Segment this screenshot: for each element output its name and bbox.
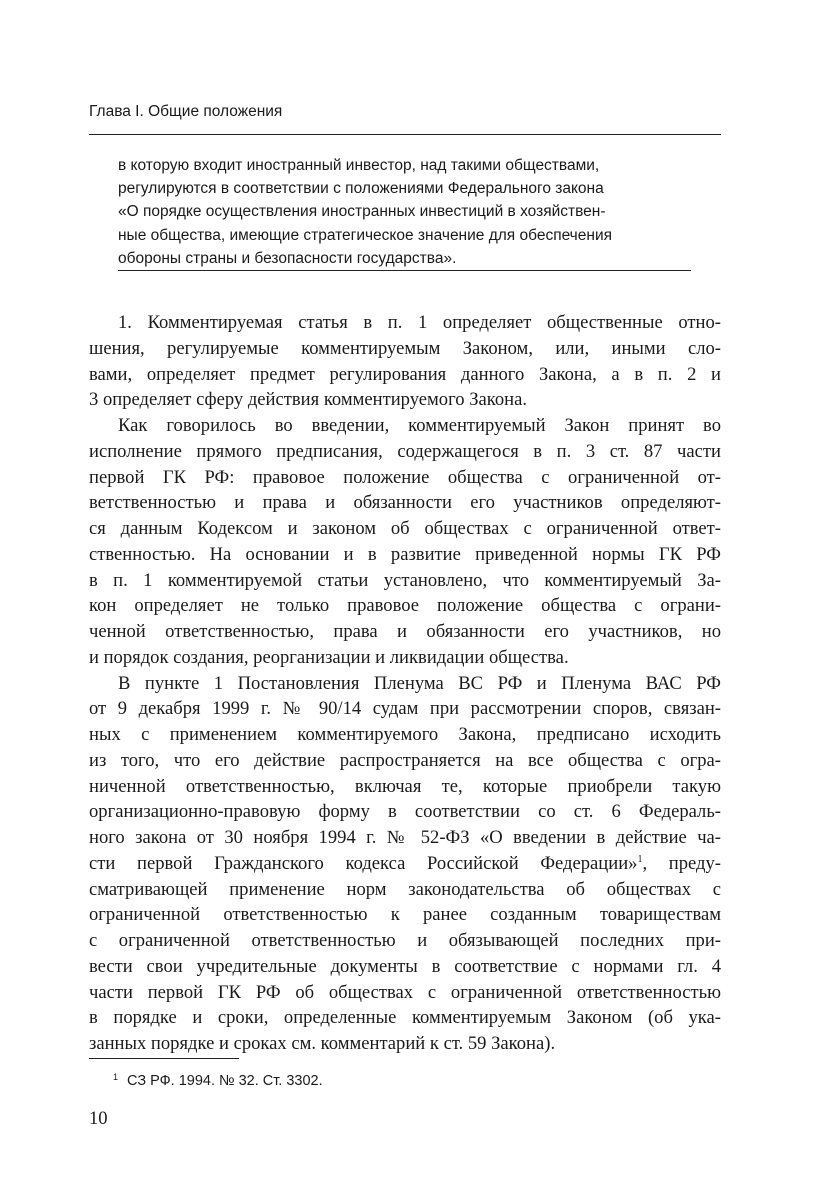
body-line: ных с применением комментируемого Закона, предписано исходить [89, 724, 721, 745]
body-line: организационно-правовую форму в соответствии со ст. 6 Федераль- [89, 801, 721, 823]
body-line: занных порядке и сроках см. комментарий к ст. 59 Закона). [89, 1033, 556, 1054]
body-line: в п. 1 комментируемой статьи установлено, что комментируемый За- [89, 569, 721, 591]
quote-line: в которую входит иностранный инвестор, над такими обществами, [118, 157, 600, 174]
body-line: ственностью. На основании и в развитие приведенной нормы ГК РФ [89, 543, 721, 565]
body-line: первой ГК РФ: правовое положение общества с ограниченной от- [89, 466, 721, 488]
footnote-divider [89, 1058, 239, 1059]
quote-divider [118, 270, 691, 271]
body-line-text: сти первой Гражданского кодекса Российской Федерации» [89, 852, 638, 874]
body-line: ниченной ответственностью, включая те, которые приобрели такую [89, 775, 721, 797]
body-line: ного закона от 30 ноября 1994 г. № 52-ФЗ «О введении в действие ча- [89, 827, 721, 848]
body-line: ченной ответственностью, права и обязанности его участников, но [89, 621, 721, 642]
footnote-text: СЗ РФ. 1994. № 32. Ст. 3302. [127, 1073, 323, 1089]
body-line: и порядок создания, реорганизации и ликвидации общества. [89, 646, 569, 668]
commentary-body [89, 310, 721, 1057]
body-line: с ограниченной ответственностью и обязывающей последних при- [89, 930, 721, 951]
body-line: Как говорилось во введении, комментируемый Закон принят во [118, 415, 721, 436]
body-line-with-footnote-ref [89, 851, 721, 877]
body-line: ветственностью и права и обязанности его участников определяют- [89, 492, 721, 514]
body-line: 3 определяет сферу действия комментируемого Закона. [89, 389, 527, 411]
body-line: в порядке и сроки, определенные комментируемым Законом (об ука- [89, 1007, 721, 1029]
body-line: 1. Комментируемая статья в п. 1 определяет общественные отно- [118, 312, 721, 333]
body-line: исполнение прямого предписания, содержащегося в п. 3 ст. 87 части [89, 440, 721, 462]
body-line: от 9 декабря 1999 г. № 90/14 судам при рассмотрении споров, связан- [89, 698, 721, 720]
footnote [113, 1072, 323, 1090]
body-line: В пункте 1 Постановления Пленума ВС РФ и Пленума ВАС РФ [118, 672, 721, 694]
quote-line: «О порядке осуществления иностранных инвестиций в хозяйствен- [118, 203, 606, 221]
body-line: вами, определяет предмет регулирования данного Закона, а в п. 2 и [89, 363, 721, 385]
body-line: кон определяет не только правовое положение общества с ограни- [89, 595, 721, 617]
quote-line: регулируются в соответствии с положениями Федерального закона [118, 180, 604, 198]
footnote-marker: 1 [113, 1072, 119, 1082]
body-line: вести свои учредительные документы в соответствие с нормами гл. 4 [89, 955, 721, 977]
body-line: сматривающей применение норм законодательства об обществах с [89, 878, 721, 900]
body-line: шения, регулируемые комментируемым Законом, или, иными сло- [89, 337, 721, 359]
quoted-law-excerpt [118, 154, 698, 270]
body-line: из того, что его действие распространяется на все общества с огра- [89, 749, 721, 771]
page-number: 10 [89, 1108, 108, 1129]
body-line: ограниченной ответственностью к ранее созданным товариществам [89, 904, 721, 926]
footnote-reference: 1 [637, 853, 643, 865]
chapter-header: Глава I. Общие положения [89, 103, 283, 120]
quote-line: ные общества, имеющие стратегическое значение для обеспечения [118, 226, 612, 244]
quote-line: обороны страны и безопасности государства». [118, 249, 457, 267]
body-line-text: , преду- [642, 852, 721, 874]
body-line: ся данным Кодексом и законом об обществах с ограниченной ответ- [89, 518, 721, 539]
header-divider [89, 134, 721, 135]
body-line: части первой ГК РФ об обществах с ограниченной ответственностью [89, 981, 721, 1003]
